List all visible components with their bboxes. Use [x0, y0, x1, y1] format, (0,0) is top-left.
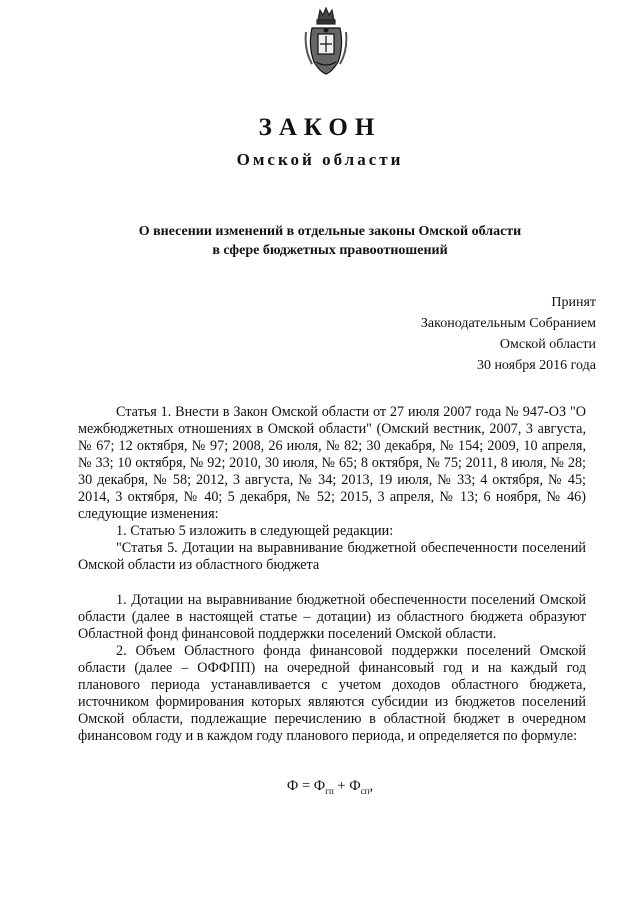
formula-sub-sp: сп — [360, 785, 370, 796]
adoption-date: 30 ноября 2016 года — [476, 358, 596, 373]
coat-of-arms-emblem — [304, 6, 348, 78]
formula — [0, 778, 640, 796]
article-5-part-2: 2. Объем Областного фонда финансовой поддержки поселений Омской области (далее – ОФФПП) на очередной финансовый год и на каждый год планового периода устанавливается с учетом доходов областного бюджета, источником формирования которых являются субсидии из бюджетов поселений Омской области, подлежащие перечислению в областной бюджет в очередном финансовом году и в каждом году планового периода, и определяется по формуле: — [78, 643, 586, 744]
adoption-line: Принят — [551, 295, 596, 310]
formula-sub-gp: гп — [325, 785, 334, 796]
law-subject-line: О внесении изменений в отдельные законы Омской области — [138, 224, 522, 239]
document-region: Омской области — [236, 150, 404, 169]
formula-tail: , — [369, 778, 374, 794]
formula-plus: + Ф — [333, 778, 361, 794]
adoption-line: Законодательным Собранием — [420, 316, 596, 331]
law-subject — [0, 222, 640, 260]
article-5-part-1: 1. Дотации на выравнивание бюджетной обеспеченности поселений Омской области (далее в настоящей статье – дотации) из областного бюджета образуют Областной фонд финансовой поддержки поселений Омской области. — [78, 592, 586, 642]
article-5-title: "Статья 5. Дотации на выравнивание бюджетной обеспеченности поселений Омской области из областного бюджета — [78, 540, 586, 573]
article-5-body — [78, 592, 586, 745]
adoption-block — [421, 292, 596, 376]
article-1 — [78, 404, 586, 574]
law-subject-line: в сфере бюджетных правоотношений — [212, 243, 448, 258]
formula-lhs: Ф = Ф — [286, 778, 326, 794]
document-title: ЗАКОН — [258, 114, 382, 141]
article-1-intro: Статья 1. Внести в Закон Омской области от 27 июля 2007 года № 947-ОЗ "О межбюджетных отношениях в Омской области" (Омский вестник, 2007, 3 августа, № 67; 12 октября, № 97; 2008, 26 июля, № 82; 30 декабря, № 154; 2009, 10 апреля, № 33; 10 октября, № 92; 2010, 30 июля, № 65; 8 октября, № 75; 2011, 8 июля, № 28; 30 декабря, № 58; 2012, 3 августа, № 34; 2013, 19 июля, № 33; 4 октября, № 45; 2014, 3 октября, № 40; 5 декабря, № 52; 2015, 3 апреля, № 13; 6 ноября, № 46) следующие изменения: — [78, 404, 586, 522]
adoption-line: Омской области — [499, 337, 596, 352]
article-1-item-1: 1. Статью 5 изложить в следующей редакции: — [116, 523, 394, 539]
